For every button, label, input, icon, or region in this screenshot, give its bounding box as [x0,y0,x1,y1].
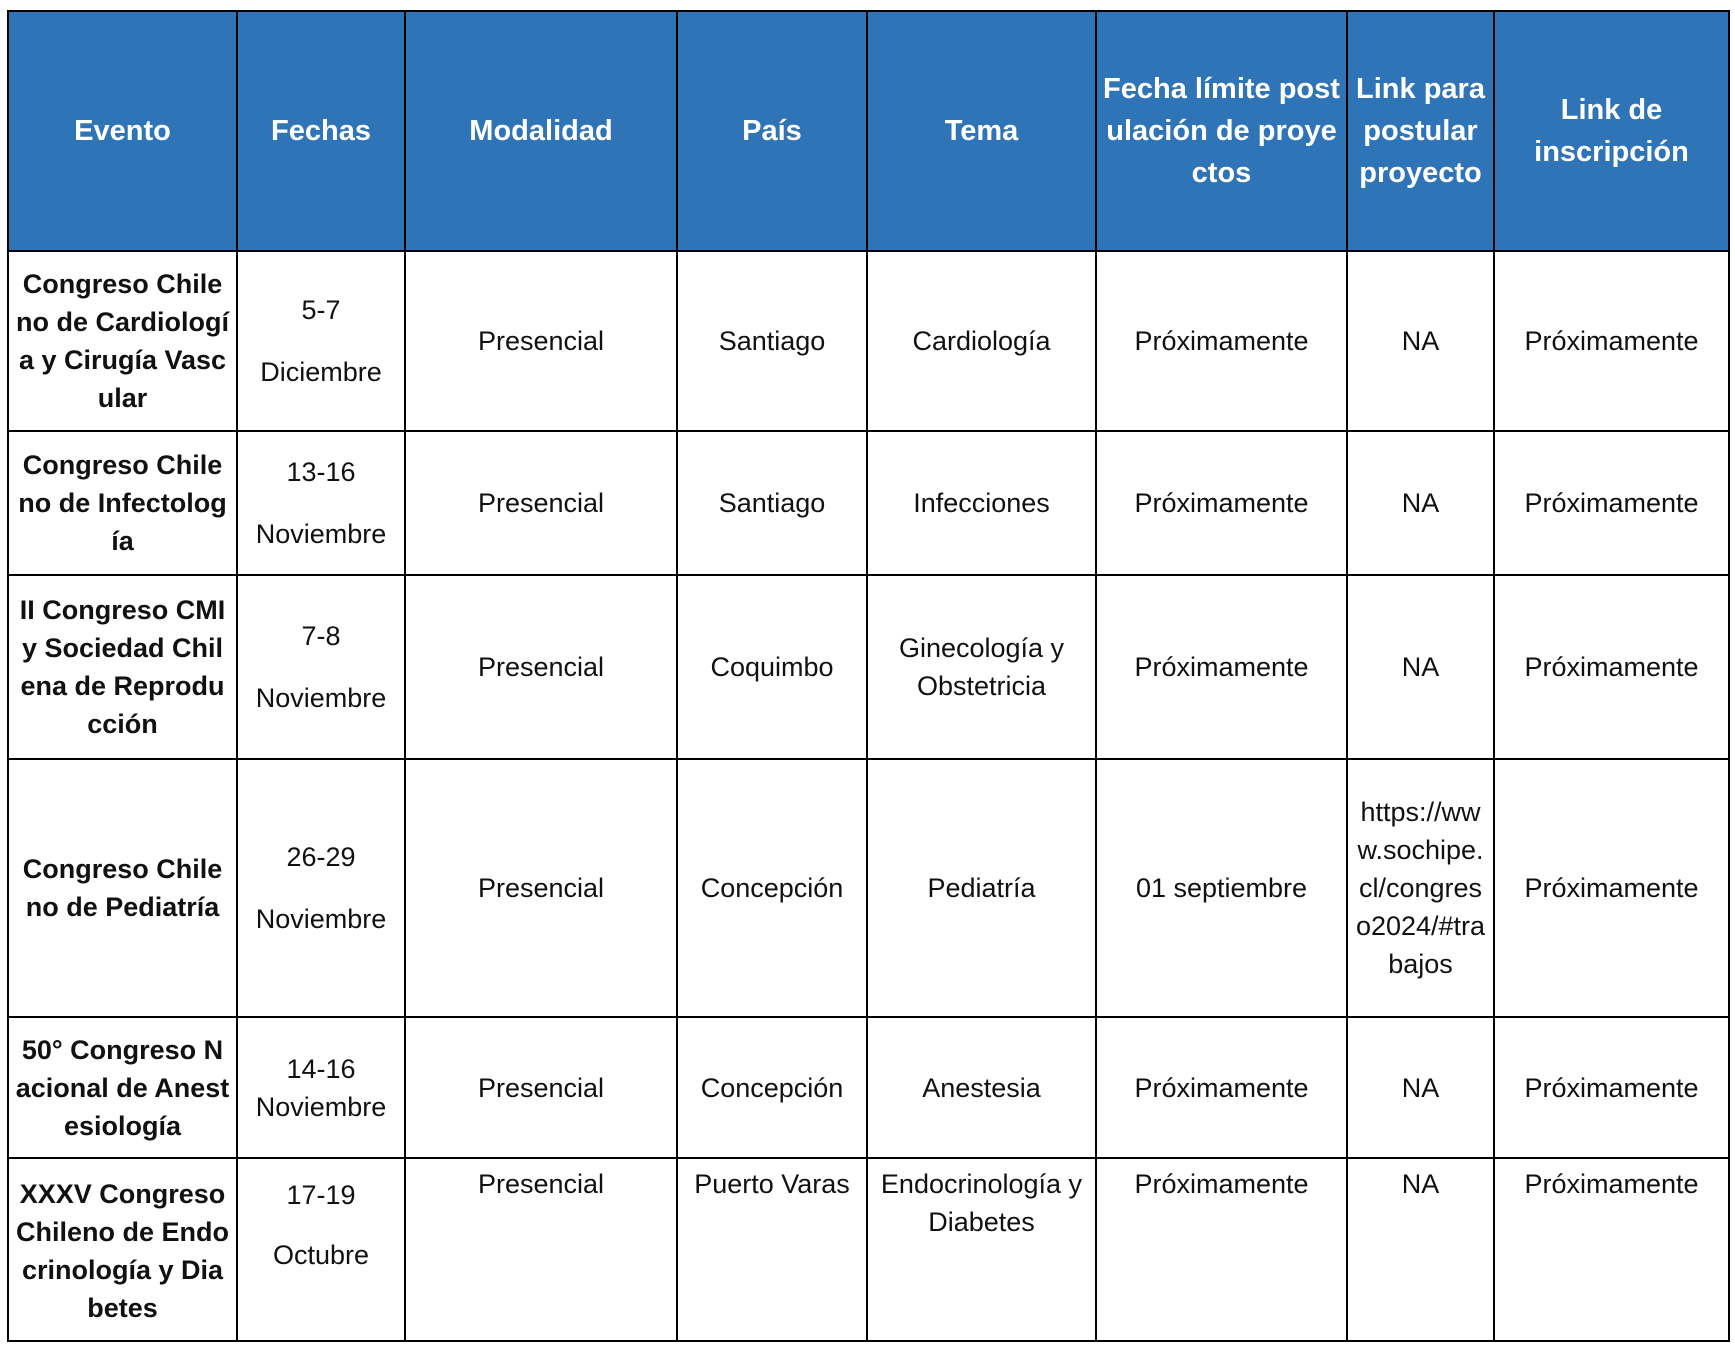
fechas-dias: 14-16 [286,1053,356,1084]
evento-cell: Congreso Chileno de Pediatría [8,759,237,1017]
modalidad-cell: Presencial [405,575,677,759]
header-link-inscripcion: Link de inscripción [1494,11,1729,251]
fechas-dias: 5-7 [301,295,341,325]
fechas-dias: 17-19 [286,1180,356,1210]
pais-cell: Coquimbo [677,575,867,759]
header-fecha-limite: Fecha límite postulación de proyectos [1096,11,1347,251]
pais-cell: Concepción [677,1017,867,1158]
table-row [8,575,1729,759]
fecha-limite-cell: Próximamente [1096,251,1347,431]
fechas-cell [237,251,405,431]
fechas-mes: Diciembre [260,357,382,387]
tema-cell: Cardiología [867,251,1096,431]
link-inscripcion-cell: Próximamente [1494,431,1729,575]
evento-cell: 50° Congreso Nacional de Anestesiología [8,1017,237,1158]
tema-cell: Anestesia [867,1017,1096,1158]
fechas-mes: Noviembre [255,904,387,934]
fechas-dias: 13-16 [286,457,356,487]
link-inscripcion-cell: Próximamente [1494,251,1729,431]
link-postular-cell: NA [1347,575,1494,759]
link-inscripcion-cell: Próximamente [1494,1017,1729,1158]
tema-cell: Endocrinología y Diabetes [867,1158,1096,1341]
header-link-postular: Link para postular proyecto [1347,11,1494,251]
fechas-mes: Noviembre [255,519,387,549]
fechas-mes: Octubre [272,1240,370,1270]
fecha-limite-cell: Próximamente [1096,431,1347,575]
events-table [7,10,1730,1342]
table-row [8,251,1729,431]
modalidad-cell: Presencial [405,1158,677,1341]
evento-cell: Congreso Chileno de Cardiología y Cirugía Vascular [8,251,237,431]
evento-cell: II Congreso CMI y Sociedad Chilena de Reproducción [8,575,237,759]
link-postular-cell: NA [1347,431,1494,575]
fecha-limite-cell: Próximamente [1096,1158,1347,1341]
tema-cell: Pediatría [867,759,1096,1017]
fechas-dias: 26-29 [286,842,356,872]
table-row [8,431,1729,575]
fecha-limite-cell: 01 septiembre [1096,759,1347,1017]
pais-cell: Santiago [677,251,867,431]
fechas-cell [237,1017,405,1158]
link-postular-cell: NA [1347,1017,1494,1158]
table-row [8,1158,1729,1341]
link-inscripcion-cell: Próximamente [1494,1158,1729,1341]
pais-cell: Santiago [677,431,867,575]
header-tema: Tema [867,11,1096,251]
link-postular-link[interactable]: https://www.sochipe.cl/congreso2024/#trabajos [1347,759,1494,1017]
link-postular-cell: NA [1347,1158,1494,1341]
fechas-mes: Noviembre [255,683,387,713]
link-inscripcion-cell: Próximamente [1494,759,1729,1017]
modalidad-cell: Presencial [405,759,677,1017]
fechas-mes: Noviembre [255,1091,387,1122]
modalidad-cell: Presencial [405,251,677,431]
header-row [8,11,1729,251]
modalidad-cell: Presencial [405,1017,677,1158]
fechas-cell [237,575,405,759]
evento-cell: Congreso Chileno de Infectología [8,431,237,575]
fecha-limite-cell: Próximamente [1096,1017,1347,1158]
link-postular-cell: NA [1347,251,1494,431]
link-inscripcion-cell: Próximamente [1494,575,1729,759]
modalidad-cell: Presencial [405,431,677,575]
fechas-cell [237,431,405,575]
header-fechas: Fechas [237,11,405,251]
fecha-limite-cell: Próximamente [1096,575,1347,759]
table-row [8,1017,1729,1158]
pais-cell: Concepción [677,759,867,1017]
header-evento: Evento [8,11,237,251]
tema-cell: Infecciones [867,431,1096,575]
fechas-dias: 7-8 [301,621,341,651]
tema-cell: Ginecología y Obstetricia [867,575,1096,759]
evento-cell: XXXV Congreso Chileno de Endocrinología y Diabetes [8,1158,237,1341]
header-pais: País [677,11,867,251]
table-row [8,759,1729,1017]
fechas-cell [237,759,405,1017]
fechas-cell [237,1158,405,1341]
header-modalidad: Modalidad [405,11,677,251]
pais-cell: Puerto Varas [677,1158,867,1341]
